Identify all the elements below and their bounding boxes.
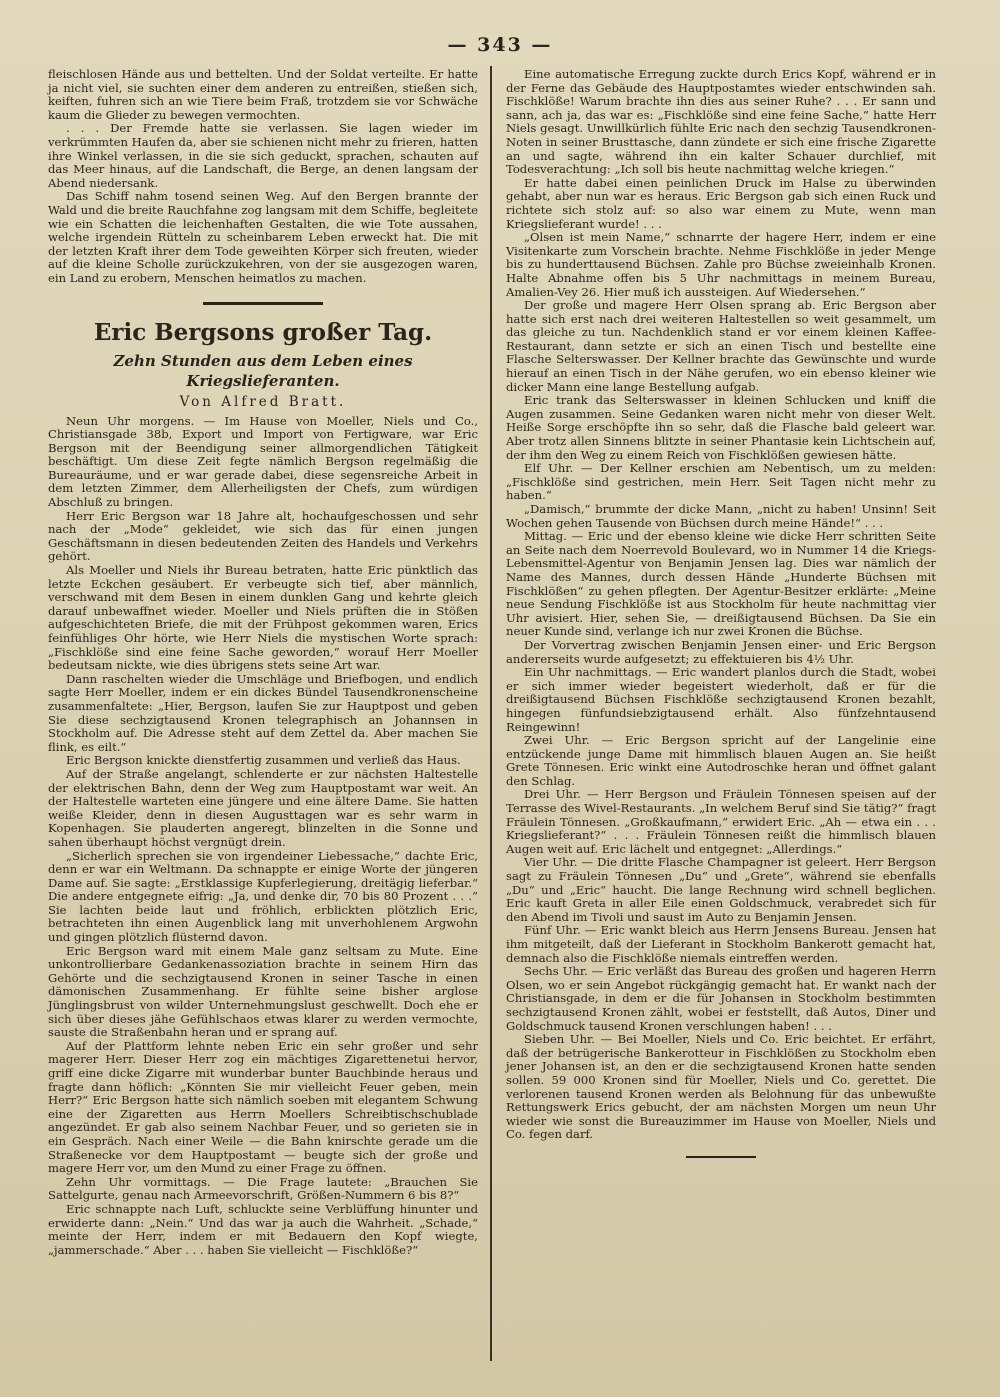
paragraph: Mittag. — Eric und der ebenso kleine wie dicke Herr schritten Seite an Seite nach dem Noerrevold Boulevard, wo in Nummer 14 die Kriegs-Lebensmittel-Agentur von Benjamin Jensen lag. Dies war nämlich der Name des Mannes, durch dessen Hände „Hunderte Büchsen mit Fischklößen“ zu gehen pflegten. Der Agentur-Besitzer erklärte: „Meine neue Sendung Fischklöße ist aus Stockholm für heute nachmittag vier Uhr avisiert. Hier, sehen Sie, — dreißigtausend Büchsen. Da Sie ein neuer Kunde sind, verlange ich nur zwei Kronen die Büchse. bbox=[506, 529, 936, 639]
paragraph: Ein Uhr nachmittags. — Eric wandert planlos durch die Stadt, wobei er sich immer wieder begeistert wiederholt, daß er für die dreißigtausend Büchsen Fischklöße sechzigtausend Kronen bezahlt, hingegen fünfundsiebzigtausend erhält. Also fünfzehntausend Reingewinn! bbox=[506, 665, 936, 734]
paragraph: Dann raschelten wieder die Umschläge und Briefbogen, und endlich sagte Herr Moeller, indem er ein dickes Bündel Tausendkronenscheine zusammenfaltete: „Hier, Bergson, laufen Sie zur Hauptpost und geben Sie diese sechzigtausend Kronen telegraphisch an Johannsen in Stockholm auf. Die Adresse steht auf dem Zettel da. Aber machen Sie flink, es eilt.“ bbox=[48, 671, 478, 754]
article-subtitle: Zehn Stunden aus dem Leben eines Kriegslieferanten. bbox=[113, 351, 413, 390]
paragraph: „Damisch,“ brummte der dicke Mann, „nicht zu haben! Unsinn! Seit Wochen gehen Tausende von Büchsen durch meine Hände!“ . . . bbox=[506, 502, 936, 530]
column-divider bbox=[490, 66, 492, 1361]
paragraph: Der Vorvertrag zwischen Benjamin Jensen einer- und Eric Bergson andererseits wurde aufgesetzt; zu effektuieren bis 4½ Uhr. bbox=[506, 637, 936, 666]
paragraph: Fünf Uhr. — Eric wankt bleich aus Herrn Jensens Bureau. Jensen hat ihm mitgeteilt, daß der Lieferant in Stockholm Bankerott gemacht hat, demnach also die Fischklöße niemals eintreffen werden. bbox=[506, 923, 936, 965]
end-divider bbox=[686, 1156, 756, 1158]
paragraph: Als Moeller und Niels ihr Bureau betraten, hatte Eric pünktlich das letzte Eckchen gesäubert. Er verbeugte sich tief, aber männlich, verschwand mit dem Besen in einem dunklen Gang und kehrte gleich darauf unbewaffnet wieder. Moeller und Niels prüften die in Stößen aufgeschichteten Briefe, die mit der Frühpost gekommen waren, Erics feinfühliges Ohr hörte, wie Herr Niels die mystischen Worte sprach: „Fischklöße sind eine feine Sache geworden,“ worauf Herr Moeller bedeutsam nickte, wie dies übrigens stets seine Art war. bbox=[48, 563, 478, 673]
paragraph: Herr Eric Bergson war 18 Jahre alt, hochaufgeschossen und sehr nach der „Mode“ gekleidet, wie sich das für einen jungen Geschäftsmann in diesen bedeutenden Zeiten des Handels und Verkehrs gehört. bbox=[48, 508, 478, 564]
paragraph: Elf Uhr. — Der Kellner erschien am Nebentisch, um zu melden: „Fischklöße sind gestrichen, mein Herr. Seit Tagen nicht mehr zu haben.“ bbox=[506, 461, 936, 503]
article-title: Eric Bergsons großer Tag. bbox=[93, 318, 433, 346]
paragraph: Eric Bergson knickte dienstfertig zusammen und verließ das Haus. bbox=[66, 753, 461, 768]
left-column bbox=[48, 68, 478, 1257]
article-author: Von Alfred Bratt. bbox=[179, 393, 347, 410]
paragraph: Zehn Uhr vormittags. — Die Frage lautete: „Brauchen Sie Sattelgurte, genau nach Armeevorschrift, Größen-Nummern 6 bis 8?“ bbox=[48, 1174, 478, 1203]
paragraph: Drei Uhr. — Herr Bergson und Fräulein Tönnesen speisen auf der Terrasse des Wivel-Restaurants. „In welchem Beruf sind Sie tätig?“ fragt Fräulein Tönnesen. „Großkaufmann,“ erwidert Eric. „Ah — etwa ein . . . Kriegslieferant?“ . . . Fräulein Tönnesen reißt die himmlisch blauen Augen weit auf. Eric lächelt und entgegnet: „Allerdings.“ bbox=[506, 787, 936, 856]
paragraph: Sieben Uhr. — Bei Moeller, Niels und Co. Eric beichtet. Er erfährt, daß der betrügerische Bankerotteur in Fischklößen zu Stockholm eben jener Johansen ist, an den er die sechzigtausend Kronen hatte senden sollen. 59 000 Kronen sind für Moeller, Niels und Co. gerettet. Die verlorenen tausend Kronen werden als Belohnung für das unbewußte Rettungswerk Erics gebucht, der am nächsten Morgen um neun Uhr wieder wie sonst die Bureauzimmer im Hause von Moeller, Niels und Co. fegen darf. bbox=[506, 1032, 936, 1142]
paragraph: Auf der Straße angelangt, schlenderte er zur nächsten Haltestelle der elektrischen Bahn, denn der Weg zum Hauptpostamt war weit. An der Haltestelle warteten eine jüngere und eine ältere Dame. Sie hatten weiße Kleider, denn in diesen Augusttagen war es sehr warm in Kopenhagen. Sie plauderten angeregt, blinzelten in die Sonne und sahen überhaupt höchst vergnügt drein. bbox=[48, 766, 478, 849]
paragraph: fleischlosen Hände aus und bettelten. Und der Soldat verteilte. Er hatte ja nicht viel, sie suchten einer dem anderen zu entreißen, stießen sich, keiften, fuhren sich an wie Tiere beim Fraß, trotzdem sie vor Schwäche kaum die Glieder zu bewegen vermochten. bbox=[48, 67, 478, 122]
paragraph: Das Schiff nahm tosend seinen Weg. Auf den Bergen brannte der Wald und die breite Rauchfahne zog langsam mit dem Schiffe, begleitete wie ein Schatten die leichenhaften Gestalten, die wie Tote aussahen, welche irgendein Rütteln zu scheinbarem Leben erweckt hat. Die mit der letzten Kraft ihrer dem Tode geweihten Körper sich freuten, wieder auf die kleine Scholle zurückzukehren, von der sie ausgezogen waren, ein Land zu erobern, Menschen heimatlos zu machen. bbox=[48, 189, 478, 285]
paragraph: Der große und magere Herr Olsen sprang ab. Eric Bergson aber hatte sich erst nach drei weiteren Haltestellen so weit gesammelt, um das gleiche zu tun. Nachdenklich stand er vor einem kleinen Kaffee-Restaurant, dann setzte er sich an einen Tisch und bestellte eine Flasche Selterswasser. Der Kellner brachte das Gewünschte und wurde hierauf an einen Tisch in der Nähe gerufen, wo ein ebenso kleiner wie dicker Mann eine lange Bestellung aufgab. bbox=[506, 298, 936, 394]
paragraph: Eine automatische Erregung zuckte durch Erics Kopf, während er in der Ferne das Gebäude des Hauptpostamtes wieder entschwinden sah. Fischklöße! Warum brachte ihn dies aus seiner Ruhe? . . . Er sann und sann, ach ja, das war es: „Fischklöße sind eine feine Sache,“ hatte Herr Niels gesagt. Unwillkürlich fühlte Eric nach den sechzig Tausendkronen-Noten in seiner Brusttasche, dann zündete er sich eine frische Zigarette an und sagte, während ihn ein kalter Schauer durchlief, mit Todesverachtung: „Ich soll bis heute nachmittag welche kriegen.“ bbox=[506, 67, 936, 177]
paragraph: Eric trank das Selterswasser in kleinen Schlucken und kniff die Augen zusammen. Seine Gedanken waren nicht mehr von dieser Welt. Heiße Sorge erschöpfte ihn so sehr, daß die Flasche bald geleert war. Aber trotz allen Sinnens blitzte in seiner Phantasie kein Lichtschein auf, der ihm den Weg zu einem Reich von Fischklößen gewiesen hätte. bbox=[506, 393, 936, 462]
right-column bbox=[506, 68, 936, 1158]
page-number: — 343 — bbox=[447, 34, 553, 56]
paragraph: Auf der Plattform lehnte neben Eric ein sehr großer und sehr magerer Herr. Dieser Herr zog ein mächtiges Zigarettenetui hervor, griff eine dicke Zigarre mit wunderbar bunter Bauchbinde heraus und fragte dann höflich: „Könnten Sie mir vielleicht Feuer geben, mein Herr?“ Eric Bergson hatte sich nämlich soeben mit elegantem Schwung eine der Zigaretten aus Herrn Moellers Schreibtischschublade angezündet. Er gab also seinem Nachbar Feuer, und so gerieten sie in ein Gespräch. Nach einer Weile — die Bahn knirschte gerade um die Straßenecke vor dem Hauptpostamt — beugte sich der große und magere Herr vor, um den Mund zu einer Frage zu öffnen. bbox=[48, 1038, 478, 1176]
paragraph: Zwei Uhr. — Eric Bergson spricht auf der Langelinie eine entzückende junge Dame mit himmlisch blauen Augen an. Sie heißt Grete Tönnesen. Eric winkt eine Autodroschke heran und öffnet galant den Schlag. bbox=[506, 733, 936, 788]
paragraph: . . . Der Fremde hatte sie verlassen. Sie lagen wieder im verkrümmten Haufen da, aber sie schienen nicht mehr zu frieren, hatten ihre Winkel verlassen, in die sie sich geduckt, sprachen, schauten auf das Meer hinaus, auf die Landschaft, die Berge, an denen langsam der Abend niedersank. bbox=[48, 121, 478, 190]
paragraph: Sechs Uhr. — Eric verläßt das Bureau des großen und hageren Herrn Olsen, wo er sein Angebot rückgängig gemacht hat. Er wankt nach der Christiansgade, in dem er die für Johansen in Stockholm bestimmten sechzigtausend Kronen zählt, wobei er feststellt, daß Autos, Diner und Goldschmuck tausend Kronen verschlungen haben! . . . bbox=[506, 964, 936, 1033]
paragraph: Er hatte dabei einen peinlichen Druck im Halse zu überwinden gehabt, aber nun war es heraus. Eric Bergson gab sich einen Ruck und richtete sich stolz auf: so also war einem zu Mute, wenn man Kriegslieferant wurde! . . . bbox=[506, 175, 936, 231]
paragraph: Eric schnappte nach Luft, schluckte seine Verblüffung hinunter und erwiderte dann: „Nein.“ Und das war ja auch die Wahrheit. „Schade,“ meinte der Herr, indem er mit Bedauern den Kopf wiegte, „jammerschade.“ Aber . . . haben Sie vielleicht — Fischklöße?“ bbox=[48, 1201, 478, 1257]
paragraph: Eric Bergson ward mit einem Male ganz seltsam zu Mute. Eine unkontrollierbare Gedankenassoziation brachte in seinem Hirn das Gehörte und die sechzigtausend Kronen in seiner Tasche in einen dämonischen Zusammenhang. Er fühlte seine bisher arglose Jünglingsbrust von wilder Unternehmungslust geschwellt. Doch ehe er sich über dieses jähe Gefühlschaos etwas klarer zu werden vermochte, sauste die Straßenbahn heran und er sprang auf. bbox=[48, 943, 478, 1040]
section-divider bbox=[203, 302, 323, 305]
paragraph: „Olsen ist mein Name,“ schnarrte der hagere Herr, indem er eine Visitenkarte zum Vorschein brachte. Nehme Fischklöße in jeder Menge bis zu hunderttausend Büchsen. Zahle pro Büchse zweieinhalb Kronen. Halte Abnahme offen bis 5 Uhr nachmittags in meinem Bureau, Amalien-Vey 26. Hier muß ich aussteigen. Auf Wiedersehen.“ bbox=[506, 230, 936, 299]
paragraph: Neun Uhr morgens. — Im Hause von Moeller, Niels und Co., Christiansgade 38b, Export und Import von Fertigware, war Eric Bergson mit der Beendigung seiner allmorgendlichen Tätigkeit beschäftigt. Um diese Zeit fegte nämlich Bergson regelmäßig die Bureauräume, und er war gerade dabei, diese segensreiche Arbeit in dem letzten Zimmer, dem Allerheiligsten der Chefs, zum würdigen Abschluß zu bringen. bbox=[48, 413, 478, 510]
paragraph: „Sicherlich sprechen sie von irgendeiner Liebessache,“ dachte Eric, denn er war ein Weltmann. Da schnappte er einige Worte der jüngeren Dame auf. Sie sagte: „Erstklassige Kupferlegierung, dreitägig lieferbar.“ Die andere entgegnete eifrig: „Ja, und denke dir, 70 bis 80 Prozent . . .“ Sie lachten beide laut und fröhlich, erblickten plötzlich Eric, betrachteten ihn einen Augenblick lang mit unverhohlenem Argwohn und gingen plötzlich flüsternd davon. bbox=[48, 848, 478, 945]
paragraph: Vier Uhr. — Die dritte Flasche Champagner ist geleert. Herr Bergson sagt zu Fräulein Tönnesen „Du“ und „Grete“, während sie ebenfalls „Du“ und „Eric“ haucht. Die lange Rechnung wird schnell beglichen. Eric kauft Greta in aller Eile einen Goldschmuck, verabredet sich für den Abend im Tivoli und saust im Auto zu Benjamin Jensen. bbox=[506, 855, 936, 924]
